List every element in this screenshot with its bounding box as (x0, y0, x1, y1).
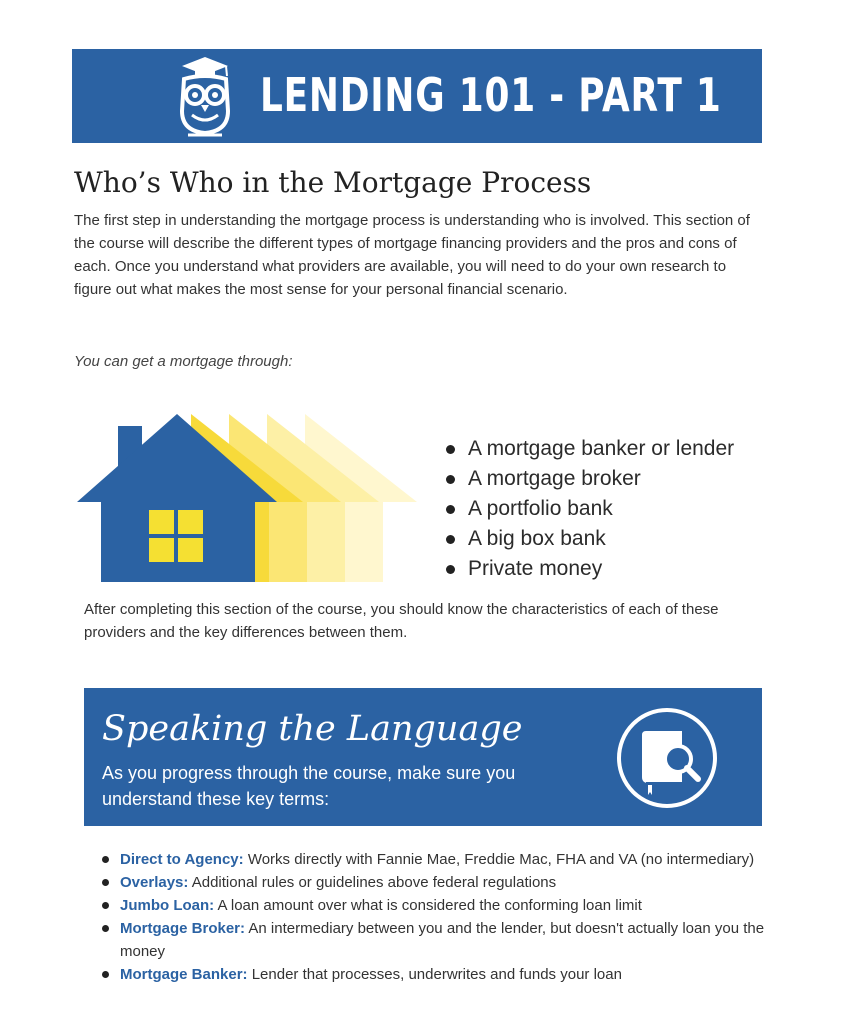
bullet (102, 879, 109, 886)
bullet (446, 565, 455, 574)
bullet (446, 535, 455, 544)
term-definition: An intermediary between you and the lender, but doesn't actually loan you the money (120, 920, 765, 960)
term-label: Direct to Agency: (120, 851, 244, 868)
term-label: Overlays: (120, 874, 189, 891)
list-item (442, 464, 734, 494)
providers-list (442, 434, 734, 584)
term-label: Mortgage Broker: (120, 920, 246, 937)
list-item (100, 848, 770, 871)
term-definition: Lender that processes, underwrites and funds your loan (251, 966, 622, 983)
header-banner (72, 49, 762, 143)
book-magnifier-icon (604, 705, 730, 811)
provider-label: A mortgage broker (468, 467, 641, 490)
provider-label: A portfolio bank (468, 497, 613, 520)
term-definition: Works directly with Fannie Mae, Freddie Mac, FHA and VA (no intermediary) (247, 851, 755, 868)
provider-label: A mortgage banker or lender (468, 437, 735, 460)
term-definition: Additional rules or guidelines above federal regulations (191, 874, 557, 891)
language-callout (84, 688, 762, 826)
provider-label: A big box bank (468, 527, 606, 550)
list-item (100, 963, 770, 986)
bullet (446, 445, 455, 454)
list-item (100, 917, 770, 963)
bullet (446, 505, 455, 514)
term-label: Jumbo Loan: (120, 897, 215, 914)
list-item (100, 871, 770, 894)
bullet (102, 971, 109, 978)
closing-paragraph: After completing this section of the course, you should know the characteristics of each of these providers and the key differences between them. (84, 601, 719, 641)
bullet (102, 856, 109, 863)
bullet (446, 475, 455, 484)
bullet (102, 925, 109, 932)
provider-label: Private money (468, 557, 603, 580)
list-item (442, 524, 734, 554)
list-item (442, 434, 734, 464)
callout-title: Speaking the Language (102, 709, 523, 749)
bullet (102, 902, 109, 909)
house-icon (77, 414, 417, 584)
term-definition: A loan amount over what is considered the conforming loan limit (217, 897, 642, 914)
lead-in-text: You can get a mortgage through: (74, 353, 293, 370)
list-item (100, 894, 770, 917)
list-item (442, 554, 734, 584)
section-title: Who’s Who in the Mortgage Process (74, 166, 592, 199)
term-label: Mortgage Banker: (120, 966, 248, 983)
list-item (442, 494, 734, 524)
key-terms-list (100, 848, 770, 986)
intro-paragraph: The first step in understanding the mortgage process is understanding who is involved. This section of the course will describe the different types of mortgage financing providers and the pros and cons of each. Once you understand what providers are available, you will need to do your own research to figure out what makes the most sense for your personal financial scenario. (74, 212, 750, 298)
callout-subtitle: As you progress through the course, make sure you understand these key terms: (102, 763, 516, 809)
page-title: LENDING 101 - PART 1 (260, 68, 722, 122)
owl-graduation-cap-icon (176, 55, 234, 137)
